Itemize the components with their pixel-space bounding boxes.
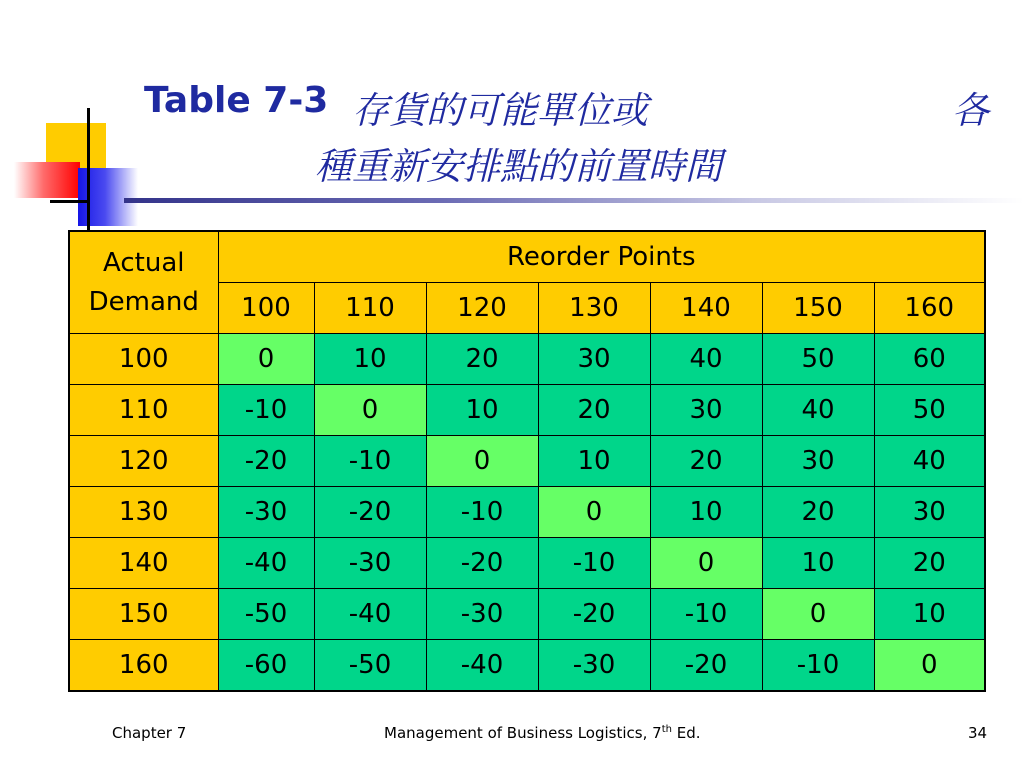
table-cell: -20 — [426, 538, 538, 589]
logo-red-bar — [14, 162, 80, 198]
table-cell: -60 — [218, 640, 314, 692]
table-cell: 0 — [218, 334, 314, 385]
table-cell: -20 — [314, 487, 426, 538]
logo-vertical-line — [87, 108, 90, 230]
table-cell: 20 — [762, 487, 874, 538]
table-cell: 10 — [426, 385, 538, 436]
table-cell: 10 — [314, 334, 426, 385]
footer-book-title-sup: th — [661, 724, 672, 735]
row-header: 110 — [69, 385, 218, 436]
table-cell: -40 — [314, 589, 426, 640]
title-table-number: Table 7-3 — [144, 80, 329, 121]
table-cell: 50 — [762, 334, 874, 385]
table-row — [69, 487, 985, 538]
table-cell: 60 — [874, 334, 985, 385]
table-cell: 20 — [650, 436, 762, 487]
table-cell: 0 — [650, 538, 762, 589]
group-header: Reorder Points — [218, 231, 985, 283]
table-cell: -10 — [426, 487, 538, 538]
table-cell: 10 — [874, 589, 985, 640]
table-cell: -30 — [538, 640, 650, 692]
table-row — [69, 436, 985, 487]
table-cell: -40 — [218, 538, 314, 589]
corner-label-line2: Demand — [88, 286, 199, 317]
table-cell: -30 — [218, 487, 314, 538]
footer-book-title-text: Management of Business Logistics, 7 — [384, 724, 662, 742]
table-cell: -20 — [218, 436, 314, 487]
column-header: 100 — [218, 283, 314, 334]
table-cell: -50 — [218, 589, 314, 640]
table-cell: 30 — [538, 334, 650, 385]
table-cell: 10 — [650, 487, 762, 538]
reorder-table — [68, 230, 986, 692]
title-chinese-line1: 存貨的可能單位或 — [352, 89, 648, 132]
corner-header — [69, 231, 218, 334]
table-cell: -10 — [650, 589, 762, 640]
table-cell: 20 — [874, 538, 985, 589]
table-cell: 0 — [426, 436, 538, 487]
table-cell: -10 — [218, 385, 314, 436]
footer-book-title-suffix: Ed. — [671, 724, 701, 742]
table-cell: 40 — [874, 436, 985, 487]
table-row — [69, 640, 985, 692]
title-chinese-line1-tail: 各 — [952, 89, 989, 132]
table-cell: -20 — [650, 640, 762, 692]
table-cell: 50 — [874, 385, 985, 436]
table-row — [69, 589, 985, 640]
table-cell: 0 — [874, 640, 985, 692]
table-cell: -30 — [426, 589, 538, 640]
table-cell: -10 — [538, 538, 650, 589]
table-cell: -40 — [426, 640, 538, 692]
logo-horizontal-line — [50, 200, 90, 203]
table-cell: -30 — [314, 538, 426, 589]
table-cell: 0 — [314, 385, 426, 436]
column-header: 110 — [314, 283, 426, 334]
table-cell: 10 — [538, 436, 650, 487]
table-cell: 20 — [426, 334, 538, 385]
title-chinese-line2: 種重新安排點的前置時間 — [315, 145, 722, 188]
table-cell: 30 — [650, 385, 762, 436]
table-cell: -10 — [762, 640, 874, 692]
column-header: 160 — [874, 283, 985, 334]
table-cell: -10 — [314, 436, 426, 487]
row-header: 130 — [69, 487, 218, 538]
corner-label-line1: Actual — [103, 247, 185, 278]
table-cell: 40 — [762, 385, 874, 436]
table-cell: 0 — [762, 589, 874, 640]
title-underline-rule — [124, 198, 1024, 203]
table-cell: 0 — [538, 487, 650, 538]
row-header: 120 — [69, 436, 218, 487]
table-cell: 40 — [650, 334, 762, 385]
table-cell: -50 — [314, 640, 426, 692]
column-header: 150 — [762, 283, 874, 334]
row-header: 100 — [69, 334, 218, 385]
table-row — [69, 385, 985, 436]
column-header: 140 — [650, 283, 762, 334]
table-cell: 30 — [874, 487, 985, 538]
row-header: 160 — [69, 640, 218, 692]
row-header: 140 — [69, 538, 218, 589]
table-cell: -20 — [538, 589, 650, 640]
table-row — [69, 538, 985, 589]
footer-book-title — [384, 724, 701, 742]
table-cell: 20 — [538, 385, 650, 436]
table-row — [69, 334, 985, 385]
table-cell: 30 — [762, 436, 874, 487]
column-header: 120 — [426, 283, 538, 334]
row-header: 150 — [69, 589, 218, 640]
column-header: 130 — [538, 283, 650, 334]
table-cell: 10 — [762, 538, 874, 589]
footer-page-number: 34 — [968, 724, 988, 742]
footer-chapter: Chapter 7 — [112, 724, 187, 742]
